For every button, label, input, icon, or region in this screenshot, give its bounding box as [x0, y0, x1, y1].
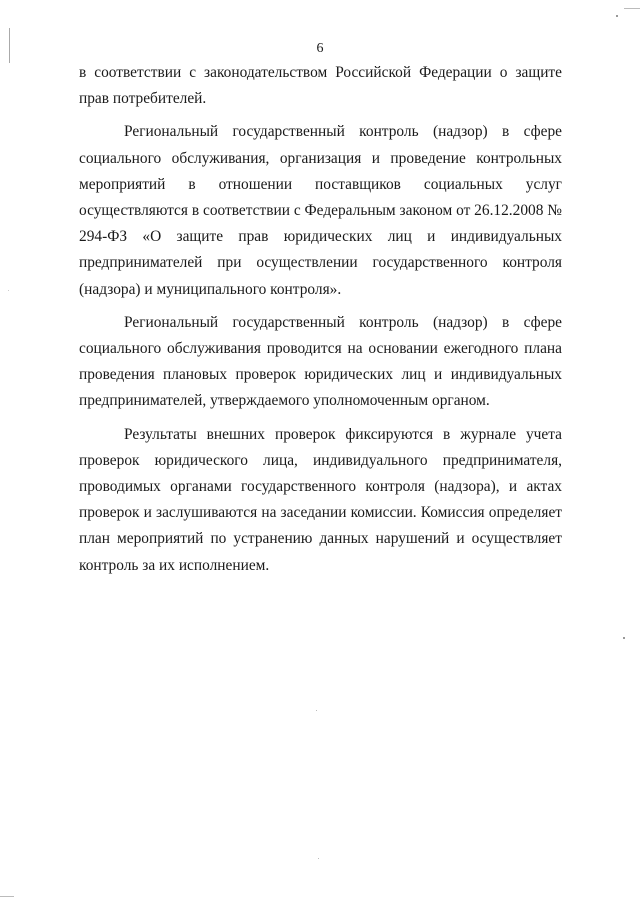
- paragraph-2: Региональный государственный контроль (надзор) в сфере социального обслуживания, организация и проведение контрольных мероприятий в отношении поставщиков социальных услуг осуществляются в соответствии с Федеральным законом от 26.12.2008 № 294-ФЗ «О защите прав юридических лиц и индивидуальных предпринимателей при осуществлении государственного контроля (надзора) и муниципального контроля».: [79, 123, 562, 298]
- scan-artifact-bottom-left-line: [0, 896, 14, 897]
- scan-artifact-dot: [616, 15, 618, 17]
- scan-artifact-dot: [318, 858, 319, 859]
- paragraph-1: в соответствии с законодательством Российской Федерации о защите прав потребителей.: [79, 64, 562, 108]
- scan-artifact-left-line: [9, 28, 10, 63]
- paragraph-4: Результаты внешних проверок фиксируются в журнале учета проверок юридического лица, индивидуального предпринимателя, проводимых органами государственного контроля (надзора), и актах проверок и заслушиваются на заседании комиссии. Комиссия определяет план мероприятий по устранению данных нарушений и осуществляет контроль за их исполнением.: [79, 425, 562, 574]
- scan-artifact-dot: [623, 637, 625, 639]
- scan-artifact-dot: [8, 290, 9, 291]
- scan-artifact-top-right-line: [624, 8, 640, 9]
- paragraph-3: Региональный государственный контроль (надзор) в сфере социального обслуживания проводится на основании ежегодного плана проведения плановых проверок юридических лиц и индивидуальных предпринимателей, утверждаемого уполномоченным органом.: [79, 313, 562, 410]
- page-number: 6: [316, 41, 324, 56]
- scan-artifact-dot: [316, 710, 317, 711]
- document-body: [79, 60, 562, 579]
